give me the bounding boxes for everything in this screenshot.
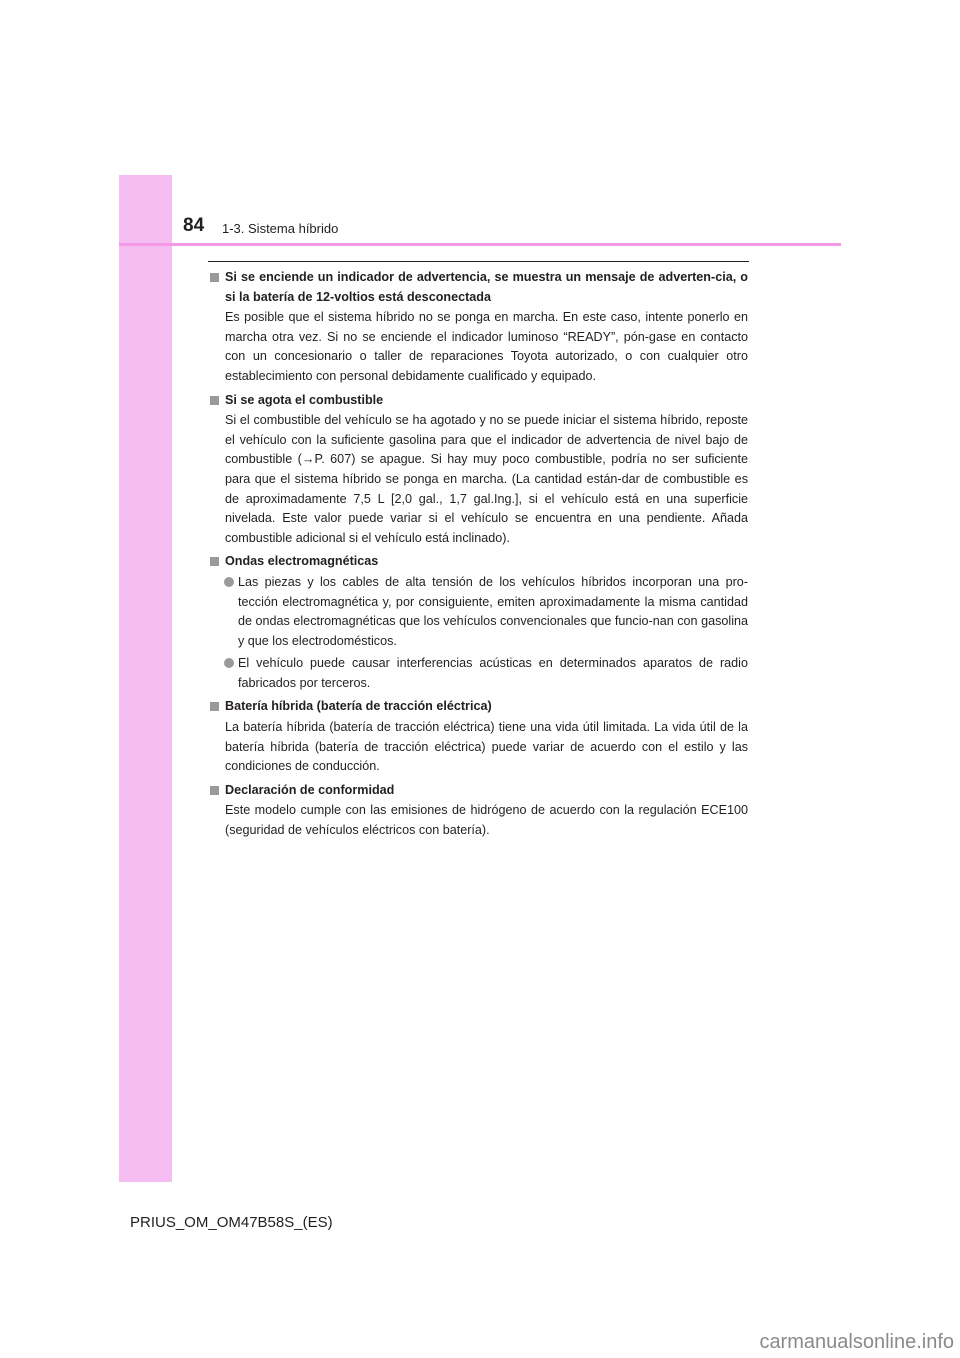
square-bullet-icon [210, 557, 219, 566]
circle-bullet-icon [224, 577, 234, 587]
list-item-text: El vehículo puede causar interferencias acústicas en determinados aparatos de radio fabricados por terceros. [238, 656, 748, 690]
list-item [210, 573, 748, 651]
section-declaration [210, 781, 748, 841]
content-divider [208, 261, 749, 262]
square-bullet-icon [210, 273, 219, 282]
section-heading: Si se enciende un indicador de advertencia, se muestra un mensaje de adverten-cia, o si la batería de 12-voltios está desconectada [225, 270, 748, 304]
section-heading: Batería híbrida (batería de tracción eléctrica) [225, 699, 492, 714]
section-title: 1-3. Sistema híbrido [222, 221, 339, 236]
section-hybrid-battery [210, 697, 748, 776]
section-heading: Si se agota el combustible [225, 392, 384, 407]
section-warning-indicator [210, 268, 748, 387]
square-bullet-icon [210, 702, 219, 711]
side-tab [119, 175, 172, 1182]
square-bullet-icon [210, 786, 219, 795]
section-heading: Ondas electromagnéticas [225, 554, 379, 569]
section-body: Este modelo cumple con las emisiones de hidrógeno de acuerdo con la regulación ECE100 (seguridad de vehículos eléctricos con batería). [225, 803, 748, 838]
section-body: La batería híbrida (batería de tracción eléctrica) tiene una vida útil limitada. La vida útil de la batería híbrida (batería de tracción eléctrica) puede variar de acuerdo con el estilo y las condiciones de conducción. [225, 720, 748, 774]
page-number: 84 [183, 215, 205, 236]
document-code: PRIUS_OM_OM47B58S_(ES) [130, 1214, 333, 1231]
header-rule [119, 243, 841, 246]
section-heading: Declaración de conformidad [225, 782, 395, 797]
list-item [210, 654, 748, 693]
section-body: Si el combustible del vehículo se ha agotado y no se puede iniciar el sistema híbrido, reposte el vehículo con la suficiente gasolina para que el indicador de advertencia de nivel bajo de combustible (→P. 607) se apague. Si hay muy poco combustible, podría no ser suficiente para que el sistema híbrido se ponga en marcha. (La cantidad están-dar de combustible es de aproximadamente 7,5 L [2,0 gal., 1,7 gal.Ing.], si el vehículo está en una superficie nivelada. Este valor puede variar si el vehículo se encuentra en una pendiente. Añada combustible adicional si el vehículo está inclinado). [225, 413, 748, 545]
main-content [210, 268, 748, 845]
section-electromagnetic-waves [210, 552, 748, 693]
section-out-of-fuel [210, 391, 748, 549]
watermark: carmanualsonline.info [759, 1331, 954, 1353]
circle-bullet-icon [224, 658, 234, 668]
list-item-text: Las piezas y los cables de alta tensión de los vehículos híbridos incorporan una pro-tección electromagnética y, por consiguiente, emiten aproximadamente la misma cantidad de ondas electromagnéticas que los vehículos convencionales que funcio-nan con gasolina y que los electrodomésticos. [238, 574, 748, 648]
section-body: Es posible que el sistema híbrido no se ponga en marcha. En este caso, intente ponerlo en marcha otra vez. Si no se enciende el indicador luminoso “READY”, pón-gase en contacto con un concesionario o taller de reparaciones Toyota autorizado, o con cualquier otro establecimiento con personal debidamente cualificado y equipado. [225, 310, 748, 383]
square-bullet-icon [210, 396, 219, 405]
